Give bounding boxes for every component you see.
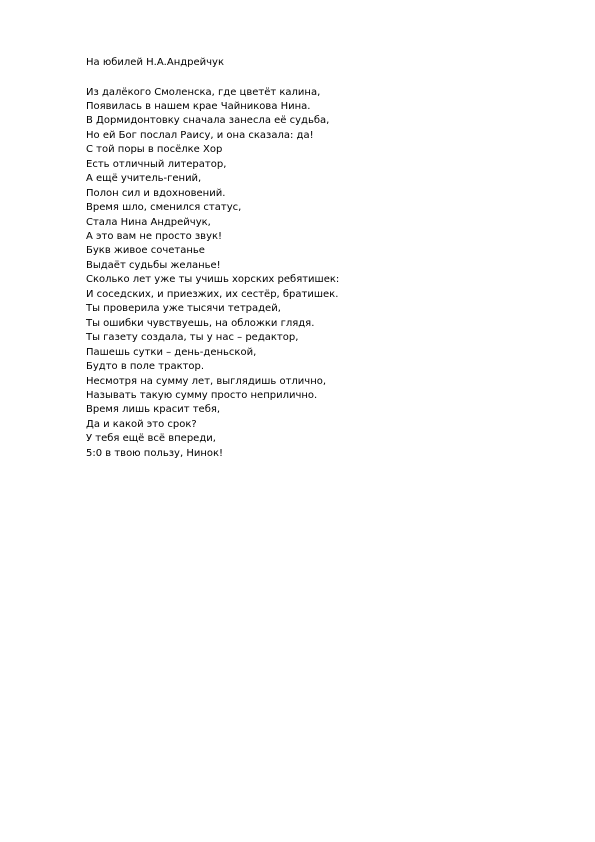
document-body bbox=[86, 56, 546, 461]
poem-line: И соседских, и приезжих, их сестёр, братишек. bbox=[86, 288, 339, 300]
poem-line: Время шло, сменился статус, bbox=[86, 202, 242, 214]
poem-line: С той поры в посёлке Хор bbox=[86, 144, 223, 156]
spacer bbox=[86, 71, 546, 86]
poem-line: В Дормидонтовку сначала занесла её судьба, bbox=[86, 115, 330, 127]
poem-line: У тебя ещё всё впереди, bbox=[86, 433, 216, 445]
poem-line: Называть такую сумму просто неприлично. bbox=[86, 390, 318, 402]
poem-line: Ты газету создала, ты у нас – редактор, bbox=[86, 332, 299, 344]
poem-line: Выдаёт судьбы желанье! bbox=[86, 259, 221, 271]
poem-line: А ещё учитель-гений, bbox=[86, 173, 202, 185]
poem-line: Да и какой это срок? bbox=[86, 418, 197, 430]
document-title: На юбилей Н.А.Андрейчук bbox=[86, 57, 225, 68]
poem-line: 5:0 в твою пользу, Нинок! bbox=[86, 447, 224, 459]
poem-line: Есть отличный литератор, bbox=[86, 158, 227, 170]
poem-lines bbox=[86, 86, 546, 462]
poem-line: Полон сил и вдохновений. bbox=[86, 187, 226, 199]
poem-line: Пашешь сутки – день-деньской, bbox=[86, 346, 257, 358]
poem-line: Будто в поле трактор. bbox=[86, 361, 205, 373]
poem-line: Время лишь красит тебя, bbox=[86, 404, 221, 416]
poem-line: Стала Нина Андрейчук, bbox=[86, 216, 211, 228]
poem-line: Из далёкого Смоленска, где цветёт калина, bbox=[86, 86, 321, 98]
poem-line: Ты проверила уже тысячи тетрадей, bbox=[86, 303, 281, 315]
poem-line: Но ей Бог послал Раису, и она сказала: да! bbox=[86, 129, 314, 141]
poem-line: Букв живое сочетанье bbox=[86, 245, 205, 257]
poem-line: Ты ошибки чувствуешь, на обложки глядя. bbox=[86, 317, 315, 329]
poem-line: Сколько лет уже ты учишь хорских ребятишек: bbox=[86, 274, 340, 286]
poem-line: Несмотря на сумму лет, выглядишь отлично, bbox=[86, 375, 327, 387]
poem-line: А это вам не просто звук! bbox=[86, 231, 223, 243]
poem-line: Появилась в нашем крае Чайникова Нина. bbox=[86, 100, 311, 112]
